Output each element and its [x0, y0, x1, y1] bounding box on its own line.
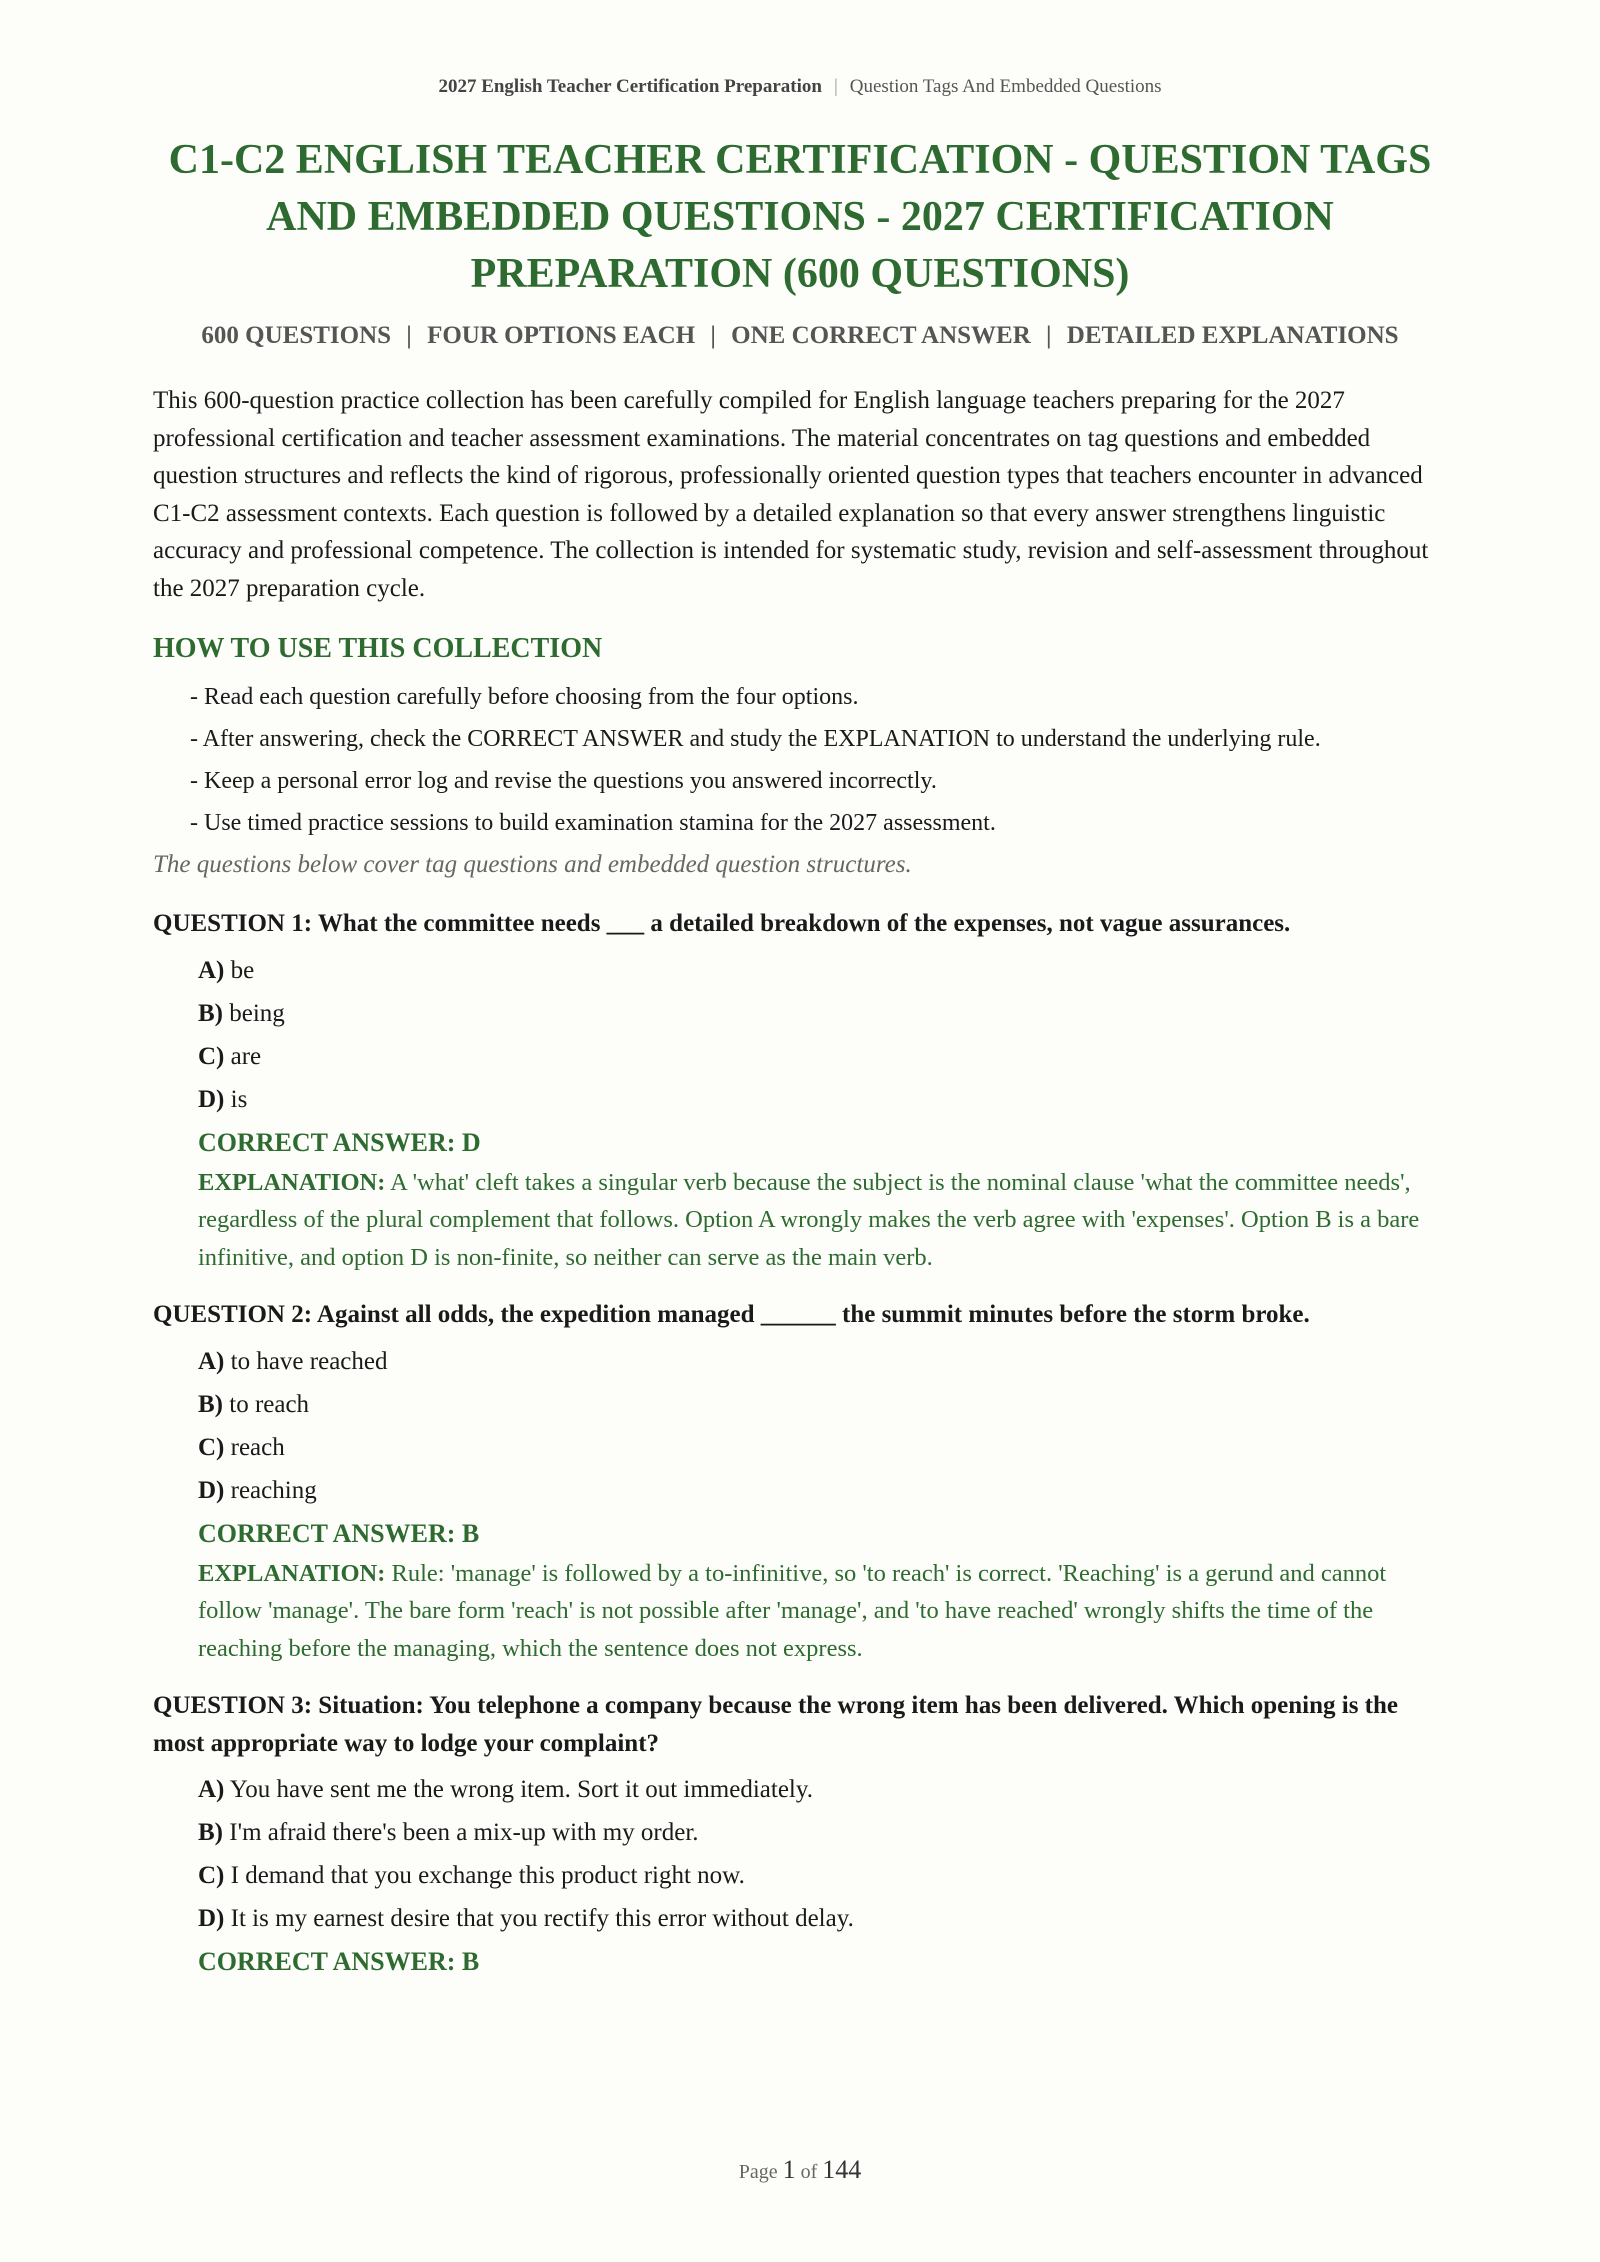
option-b — [198, 1383, 1447, 1426]
explanation-text: Rule: 'manage' is followed by a to-infinitive, so 'to reach' is correct. 'Reaching' is a gerund and cannot follow 'manage'. The bare form 'reach' is not possible after 'manage', and 'to have reached' wrongly shifts the time of the reaching before the managing, which the sentence does not express. — [198, 1559, 1387, 1662]
correct-answer: CORRECT ANSWER: D — [198, 1127, 481, 1157]
option-a — [198, 1340, 1447, 1383]
instruction-item: - Keep a personal error log and revise the questions you answered incorrectly. — [190, 768, 937, 794]
how-to-heading: HOW TO USE THIS COLLECTION — [153, 633, 603, 664]
question-stem: QUESTION 2: Against all odds, the expedition managed ______ the summit minutes before the storm broke. — [153, 1301, 1310, 1328]
subtitle-separator: | — [406, 322, 412, 349]
option-letter: A) — [198, 1347, 225, 1375]
running-head — [0, 76, 1600, 98]
question-stem: QUESTION 1: What the committee needs ___ a detailed breakdown of the expenses, not vague assurances. — [153, 910, 1291, 937]
explanation-text: A 'what' cleft takes a singular verb because the subject is the nominal clause 'what the committee needs', regardless of the plural complement that follows. Option A wrongly makes the verb agree with 'expenses'. Option B is a bare infinitive, and option D is non-finite, so neither can serve as the main verb. — [198, 1168, 1420, 1271]
option-a — [198, 949, 1447, 992]
page-footer — [0, 2155, 1600, 2185]
page-word: Page — [738, 2161, 778, 2183]
document-body — [153, 382, 1447, 2003]
option-text: be — [230, 956, 255, 984]
of-word: of — [800, 2161, 818, 2183]
total-pages: 144 — [822, 2155, 862, 2184]
option-letter: D) — [198, 1476, 225, 1504]
option-letter: B) — [198, 999, 223, 1027]
option-text: reach — [230, 1433, 285, 1461]
option-c — [198, 1035, 1447, 1078]
option-d — [198, 1897, 1447, 1940]
option-b — [198, 1811, 1447, 1854]
question-3 — [153, 1687, 1447, 1983]
option-d — [198, 1078, 1447, 1121]
option-b — [198, 992, 1447, 1035]
question-1 — [153, 905, 1447, 1276]
explanation-label: EXPLANATION: — [198, 1559, 386, 1587]
option-letter: D) — [198, 1905, 225, 1932]
option-text: to reach — [229, 1390, 310, 1418]
option-letter: C) — [198, 1042, 225, 1070]
question-2 — [153, 1296, 1447, 1667]
running-head-book: 2027 English Teacher Certification Preparation — [438, 76, 822, 97]
subtitle-separator: | — [710, 322, 716, 349]
option-text: to have reached — [230, 1347, 388, 1375]
option-c — [198, 1426, 1447, 1469]
option-text: being — [229, 999, 285, 1027]
option-letter: B) — [198, 1819, 223, 1846]
instruction-item: - After answering, check the CORRECT ANSWER and study the EXPLANATION to understand the underlying rule. — [190, 726, 1321, 752]
instruction-item: - Use timed practice sessions to build examination stamina for the 2027 assessment. — [190, 810, 996, 836]
question-stem: QUESTION 3: Situation: You telephone a company because the wrong item has been delivered. Which opening is the most appropriate way to lodge your complaint? — [153, 1692, 1399, 1757]
coverage-note: The questions below cover tag questions and embedded question structures. — [153, 851, 912, 878]
option-letter: A) — [198, 956, 225, 984]
correct-answer: CORRECT ANSWER: B — [198, 1947, 480, 1976]
explanation-label: EXPLANATION: — [198, 1168, 386, 1196]
page-number: 1 — [782, 2155, 796, 2184]
option-text: It is my earnest desire that you rectify this error without delay. — [230, 1905, 854, 1932]
option-c — [198, 1854, 1447, 1897]
document-title: C1-C2 ENGLISH TEACHER CERTIFICATION - QUESTION TAGS AND EMBEDDED QUESTIONS - 2027 CERTIFICATION PREPARATION (600 QUESTIONS) — [168, 137, 1432, 297]
subtitle-item: DETAILED EXPLANATIONS — [1066, 322, 1399, 349]
running-head-separator: | — [833, 76, 838, 97]
intro-paragraph: This 600-question practice collection has been carefully compiled for English language teachers preparing for the 2027 professional certification and teacher assessment examinations. The material concentrates on tag questions and embedded question structures and reflects the kind of rigorous, professionally oriented question types that teachers encounter in advanced C1-C2 assessment contexts. Each question is followed by a detailed explanation so that every answer strengthens linguistic accuracy and professional competence. The collection is intended for systematic study, revision and self-assessment throughout the 2027 preparation cycle. — [153, 387, 1429, 602]
option-letter: B) — [198, 1390, 223, 1418]
option-letter: D) — [198, 1085, 225, 1113]
subtitle-item: 600 QUESTIONS — [201, 322, 392, 349]
option-letter: C) — [198, 1862, 225, 1889]
running-head-chapter: Question Tags And Embedded Questions — [849, 76, 1162, 97]
explanation — [198, 1555, 1447, 1668]
option-text: I demand that you exchange this product right now. — [230, 1862, 745, 1889]
option-text: reaching — [230, 1476, 317, 1504]
correct-answer: CORRECT ANSWER: B — [198, 1518, 480, 1548]
explanation — [198, 1164, 1447, 1277]
option-text: I'm afraid there's been a mix-up with my order. — [229, 1819, 699, 1846]
option-text: You have sent me the wrong item. Sort it out immediately. — [229, 1776, 813, 1803]
option-letter: C) — [198, 1433, 225, 1461]
instruction-item: - Read each question carefully before choosing from the four options. — [190, 684, 859, 710]
subtitle-item: FOUR OPTIONS EACH — [427, 322, 696, 349]
subtitle-item: ONE CORRECT ANSWER — [731, 322, 1031, 349]
document-subtitle — [0, 322, 1600, 350]
option-a — [198, 1768, 1447, 1811]
subtitle-separator: | — [1046, 322, 1052, 349]
option-text: are — [230, 1042, 262, 1070]
option-text: is — [230, 1085, 248, 1113]
option-letter: A) — [198, 1776, 225, 1803]
option-d — [198, 1469, 1447, 1512]
